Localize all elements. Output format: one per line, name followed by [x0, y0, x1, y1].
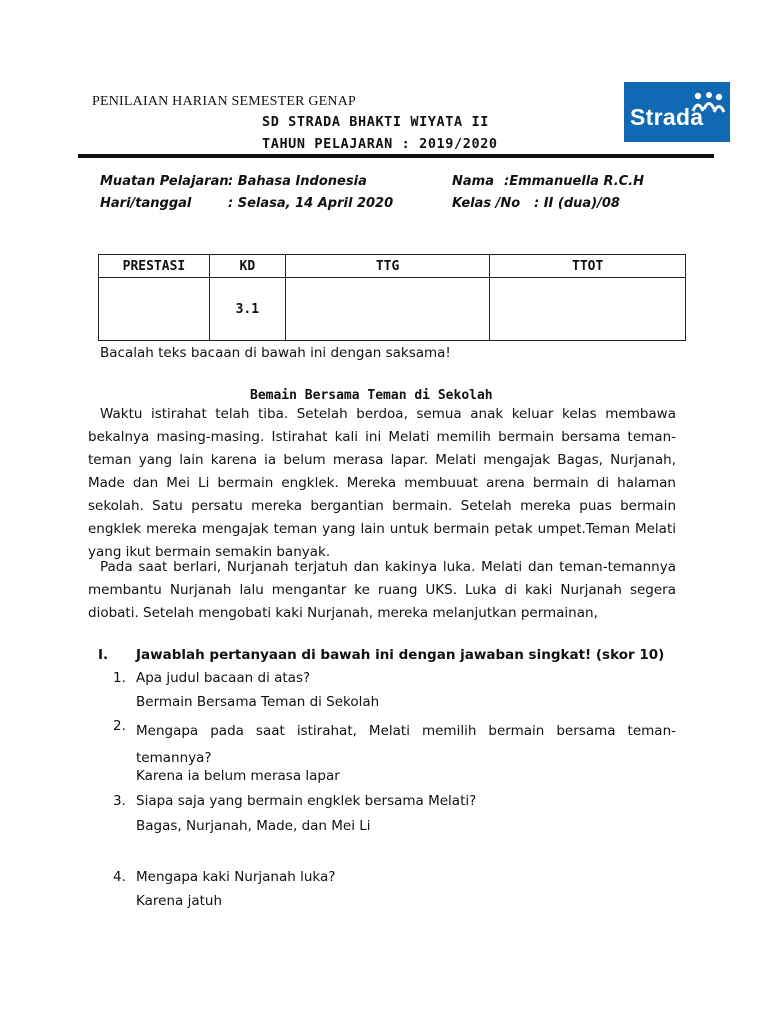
story-paragraph-2: Pada saat berlari, Nurjanah terjatuh dan kakinya luka. Melati dan teman-temannya membantu Nurjanah lalu mengantar ke ruang UKS. Luka di kaki Nurjanah segera diobati. Setelah mengobati kaki Nurjanah, mereka melanjutkan permainan,	[88, 559, 676, 621]
answer-text: Karena jatuh	[136, 893, 222, 909]
header-divider	[78, 154, 714, 158]
question-text: Siapa saja yang bermain engklek bersama Melati?	[136, 793, 477, 809]
answer-text: Karena ia belum merasa lapar	[136, 768, 340, 784]
question-text: Mengapa pada saat istirahat, Melati memilih bermain bersama teman-temannya?	[136, 723, 676, 766]
cell-ttg	[285, 278, 490, 341]
date-value: : Selasa, 14 April 2020	[228, 196, 394, 211]
col-ttot: TTOT	[490, 255, 686, 278]
subject-label: Muatan Pelajaran	[100, 174, 229, 189]
subject-value: : Bahasa Indonesia	[228, 174, 367, 189]
score-table-header	[99, 255, 686, 278]
reading-instruction: Bacalah teks bacaan di bawah ini dengan saksama!	[100, 345, 451, 361]
school-name: SD STRADA BHAKTI WIYATA II	[262, 114, 489, 130]
question-number: 4.	[113, 869, 126, 885]
col-prestasi: PRESTASI	[99, 255, 210, 278]
section-number: I.	[98, 647, 109, 663]
score-table-row	[99, 278, 686, 341]
people-icon	[690, 91, 726, 115]
score-table	[98, 254, 686, 341]
academic-year: TAHUN PELAJARAN : 2019/2020	[262, 136, 498, 152]
name-label: Nama	[452, 174, 494, 189]
date-label: Hari/tanggal	[100, 196, 192, 211]
story-title: Bemain Bersama Teman di Sekolah	[250, 388, 493, 403]
question-number: 2.	[113, 718, 126, 734]
question-text: Apa judul bacaan di atas?	[136, 670, 311, 686]
question-number: 3.	[113, 793, 126, 809]
answer-text: Bermain Bersama Teman di Sekolah	[136, 694, 380, 710]
cell-ttot	[490, 278, 686, 341]
story-paragraph-1: Waktu istirahat telah tiba. Setelah berdoa, semua anak keluar kelas membawa bekalnya masing-masing. Istirahat kali ini Melati memilih bermain bersama teman-teman yang lain karena ia belum merasa lapar. Melati mengajak Bagas, Nurjanah, Made dan Mei Li bermain engklek. Mereka membuuat arena bermain di halaman sekolah. Satu persatu mereka bergantian bermain. Setelah mereka puas bermain engklek mereka mengajak teman yang lain untuk bermain petak umpet.Teman Melati yang ikut bermain semakin banyak.	[88, 406, 676, 560]
section-title: Jawablah pertanyaan di bawah ini dengan jawaban singkat! (skor 10)	[136, 647, 665, 663]
class-value: : II (dua)/08	[534, 196, 620, 211]
cell-prestasi	[99, 278, 210, 341]
answer-text: Bagas, Nurjanah, Made, dan Mei Li	[136, 818, 371, 834]
cell-kd: 3.1	[209, 278, 285, 341]
col-kd: KD	[209, 255, 285, 278]
question-text: Mengapa kaki Nurjanah luka?	[136, 869, 336, 885]
col-ttg: TTG	[285, 255, 490, 278]
question-number: 1.	[113, 670, 126, 686]
strada-logo	[624, 82, 730, 142]
name-value: :Emmanuella R.C.H	[504, 174, 645, 189]
exam-title: PENILAIAN HARIAN SEMESTER GENAP	[92, 94, 357, 109]
logo-text: Strada	[630, 104, 704, 130]
class-label: Kelas /No	[452, 196, 521, 211]
